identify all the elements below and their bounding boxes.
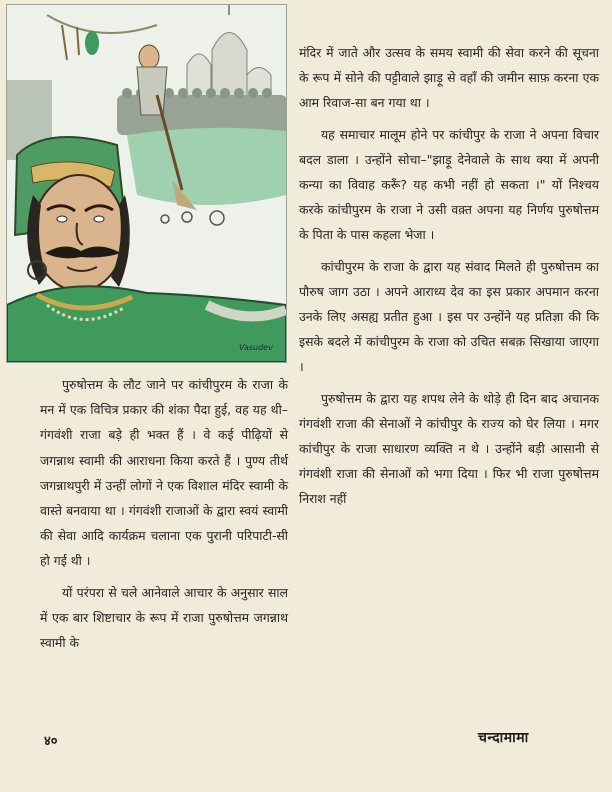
paragraph: यों परंपरा से चले आनेवाले आचार के अनुसार साल में एक बार शिष्टाचार के रूप में राजा पुरुषोत्तम जगन्नाथ स्वामी के (40, 584, 288, 651)
king-and-sweeping-scene-illustration (7, 5, 286, 362)
svg-text:Vasudev: Vasudev (239, 343, 273, 352)
paragraph: पुरुषोत्तम के लौट जाने पर कांचीपुरम के राजा के मन में एक विचित्र प्रकार की शंका पैदा हुई, वह यह थी–गंगवंशी राजा बड़े ही भक्त हैं । वे कई पीढ़ियों से जगन्नाथ स्वामी की आराधना किया करते हैं । पुण्य तीर्थ जगन्नाथपुरी में उन्हीं लोगों ने एक विशाल मंदिर स्वामी के वास्ते बनवाया था । गंगवंशी राजाओं के द्वारा स्वयं स्वामी की सेवा आदि कार्यक्रम चलाना एक पुरानी परिपाटी-सी हो गई थी । (40, 377, 288, 569)
right-text-column (299, 40, 599, 518)
page-number: ४० (44, 734, 58, 749)
paragraph: पुरुषोत्तम के द्वारा यह शपथ लेने के थोड़े ही दिन बाद अचानक गंगवंशी राजा की सेनाओं ने कांचीपुर के राज्य को घेर लिया । मगर कांचीपुर के राजा साधारण व्यक्ति न थे । उन्होंने बड़ी आसानी से गंगवंशी राजा की सेनाओं को भगा दिया । फिर भी राजा पुरुषोत्तम निराश नहीं (299, 390, 599, 507)
paragraph: यह समाचार मालूम होने पर कांचीपुर के राजा ने अपना विचार बदल डाला । उन्होंने सोचा–"झाड़ू देनेवाले के साथ क्या में अपनी कन्या का विवाह करूँ? यह कभी नहीं हो सकता ।" यों निश्चय करके कांचीपुरम के राजा ने उसी वक़्त अपना यह निर्णय पुरुषोत्तम के पिता के पास कहला भेजा । (299, 126, 599, 243)
left-text-column (40, 372, 288, 661)
story-illustration (6, 4, 287, 363)
paragraph: कांचीपुरम के राजा के द्वारा यह संवाद मिलते ही पुरुषोत्तम का पौरुष जाग उठा । अपने आराध्य देव का इस प्रकार अपमान करना उनके लिए असह्य प्रतीत हुआ । इस पर उन्होंने यह प्रतिज्ञा की कि इसके बदले में कांचीपुरम के राजा को उचित सबक़ सिखाया जाएगा । (299, 258, 599, 375)
magazine-name: चन्दामामा (478, 730, 529, 746)
paragraph: मंदिर में जाते और उत्सव के समय स्वामी की सेवा करने की सूचना के रूप में सोने की पट्टीवाले झाड़ू से वहाँ की जमीन साफ़ करना एक आम रिवाज-सा बन गया था । (299, 45, 599, 111)
